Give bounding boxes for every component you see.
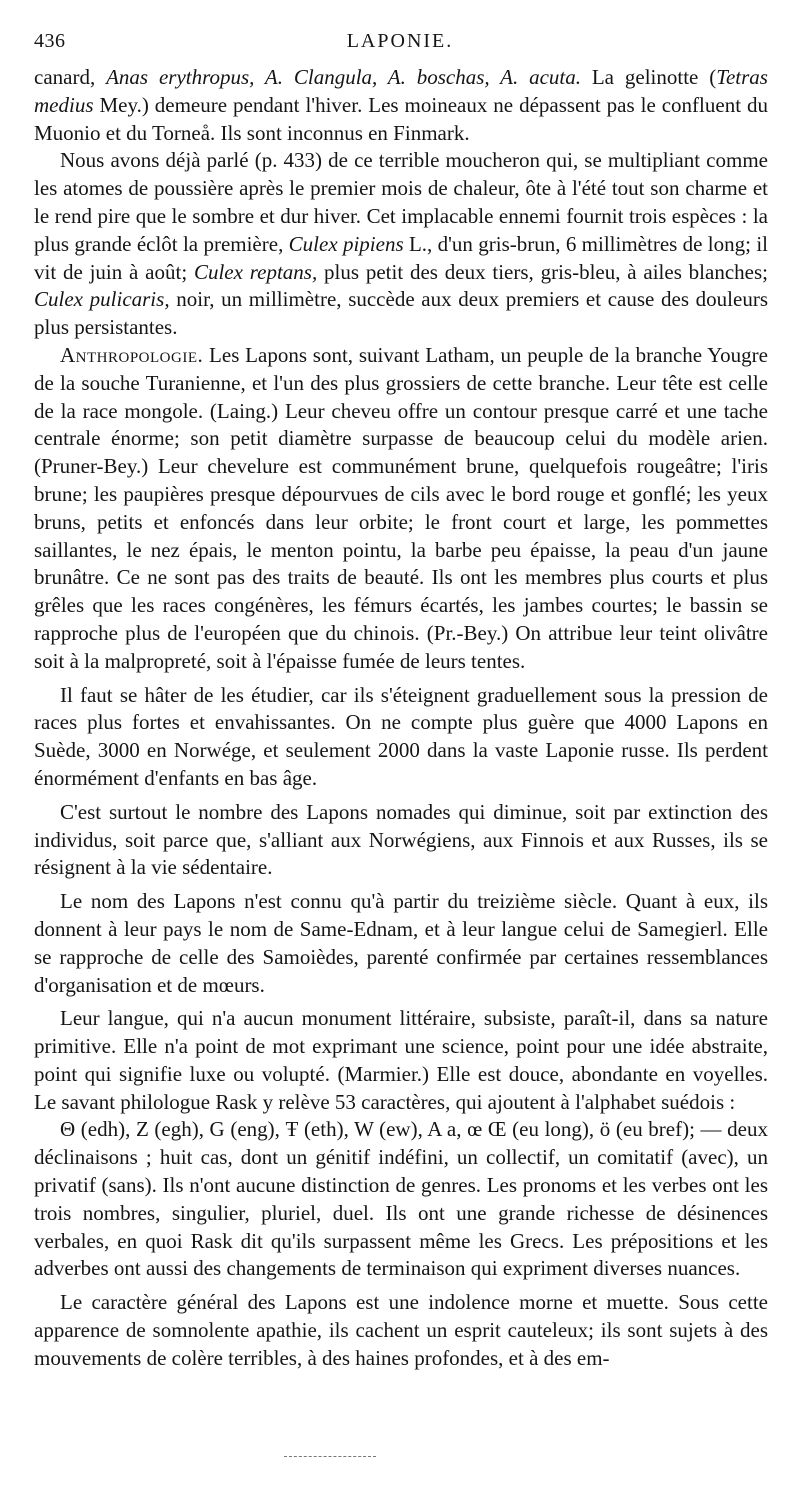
paragraph-langue — [34, 1005, 768, 1116]
text-run: Leur langue, qui n'a aucun monument littéraire, subsiste, paraît-il, dans sa nature primitive. Elle n'a point de mot exprimant une science, point pour une idée abstraite, point qui signifie luxe ou volupté. (Marmier.) Elle est douce, abondante en voyelles. Le savant philologue Rask y relève 53 caractères, qui ajoutent à l'alphabet suédois : — [34, 1006, 768, 1114]
paragraph-anthropologie — [34, 342, 768, 676]
text-run: C'est surtout le nombre des Lapons nomades qui diminue, soit par extinction des individus, soit parce que, s'alliant aux Norwégiens, aux Finnois et aux Russes, ils se résignent à la vie sédentaire. — [34, 799, 768, 880]
page-header — [34, 30, 766, 58]
paragraph-moucheron — [34, 147, 768, 342]
page-number: 436 — [34, 30, 66, 52]
text-run: Le caractère général des Lapons est une indolence morne et muette. Sous cette apparence de somnolente apathie, ils cachent un esprit cauteleux; ils sont sujets à des mouvements de colère terribles, à des haines profondes, et à des em- — [34, 1290, 768, 1370]
paragraph-nom-lapons — [34, 888, 768, 999]
body-text — [34, 64, 768, 1373]
text-run: canard, — [34, 65, 107, 89]
section-heading-run: Anthropologie. — [60, 342, 204, 367]
footer-rule — [284, 1456, 376, 1459]
paragraph-extinction — [34, 682, 768, 793]
italic-text-run: Culex pipiens — [288, 231, 404, 256]
text-run: plus petit des deux tiers, gris-bleu, à ailes blanches; — [317, 259, 768, 284]
paragraph-alphabet — [34, 1116, 768, 1283]
text-run: Le nom des Lapons n'est connu qu'à partir du treizième siècle. Quant à eux, ils donnent à leur pays le nom de Same-Ednam, et à leur langue celui de Samegierl. Elle se rapproche de celle des Samoièdes, parenté confirmée par certaines ressemblances d'organisation et de mœurs. — [34, 889, 768, 997]
paragraph-nomades — [34, 799, 768, 882]
text-run: Nous avons déjà parlé (p. 433) de ce terrible moucheron qui, se multipliant comme les atomes de poussière après le premier mois de chaleur, ôte à l'été tout son charme et le rend pire que le sombre et dur hiver. Cet implacable ennemi fournit trois espèces : la plus grande éclôt la première, — [34, 148, 768, 256]
italic-text-run: Culex pulicaris, — [34, 287, 170, 312]
text-run: Θ (edh), Z (egh), G (eng), Ŧ (eth), W (ew), A a, œ Œ (eu long), ö (eu bref); — deux déclinaisons ; huit cas, dont un génitif indéfini, un collectif, un comitatif (avec), un privatif (sans). Ils n'ont aucune distinction de genres. Les pronoms et les verbes ont les trois nombres, singulier, pluriel, duel. Ils ont une grande richesse de désinences verbales, en quoi Rask dit qu'ils surpassent même les Grecs. Les prépositions et les adverbes ont aussi des changements de terminaison qui expriment diverses nuances. — [34, 1117, 768, 1281]
italic-text-run: Culex reptans, — [193, 259, 318, 284]
paragraph-caractere — [34, 1289, 768, 1372]
running-title: LAPONIE. — [346, 30, 454, 52]
italic-text-run: Tetras medius — [34, 65, 768, 117]
italic-text-run: Anas erythropus, A. Clangula, A. boschas, A. acuta. — [106, 65, 581, 89]
text-run: Les Lapons sont, suivant Latham, un peuple de la branche Yougre de la souche Turanienne, et l'un des plus grossiers de cette branche. Leur tête est celle de la race mongole. (Laing.) Leur cheveu offre un contour presque carré et une tache centrale énorme; son petit diamètre surpasse de beaucoup celui du modèle arien. (Pruner-Bey.) Leur chevelure est communément brune, quelquefois rougeâtre; l'iris brune; les paupières presque dépourvues de cils avec le bord rouge et gonflé; les yeux bruns, petits et enfoncés dans leur orbite; le front court et large, les pommettes saillantes, le nez épais, le menton pointu, la barbe peu épaisse, la peau d'un jaune brunâtre. Ce ne sont pas des traits de beauté. Ils ont les membres plus courts et plus grêles que les races congénères, les fémurs écartés, les jambes courtes; le bassin se rapproche plus de l'européen que du chinois. (Pr.-Bey.) On attribue leur teint olivâtre soit à la malpropreté, soit à l'épaisse fumée de leurs tentes. — [34, 342, 768, 673]
text-run: noir, un millimètre, succède aux deux premiers et cause des douleurs plus persistantes. — [34, 287, 769, 340]
text-run: L., d'un gris-brun, 6 millimètres de long; il vit de juin à août; — [34, 231, 768, 284]
text-run: Il faut se hâter de les étudier, car ils s'éteignent graduellement sous la pression de races plus fortes et envahissantes. On ne compte plus guère que 4000 Lapons en Suède, 3000 en Norwége, et seulement 2000 dans la vaste Laponie russe. Ils perdent énormément d'enfants en bas âge. — [34, 682, 768, 790]
text-run: Mey.) demeure pendant l'hiver. Les moineaux ne dépassent pas le confluent du Muonio et du Torneå. Ils sont inconnus en Finmark. — [34, 92, 768, 145]
paragraph-continuation — [34, 64, 768, 147]
text-run: La gelinotte ( — [580, 65, 717, 89]
